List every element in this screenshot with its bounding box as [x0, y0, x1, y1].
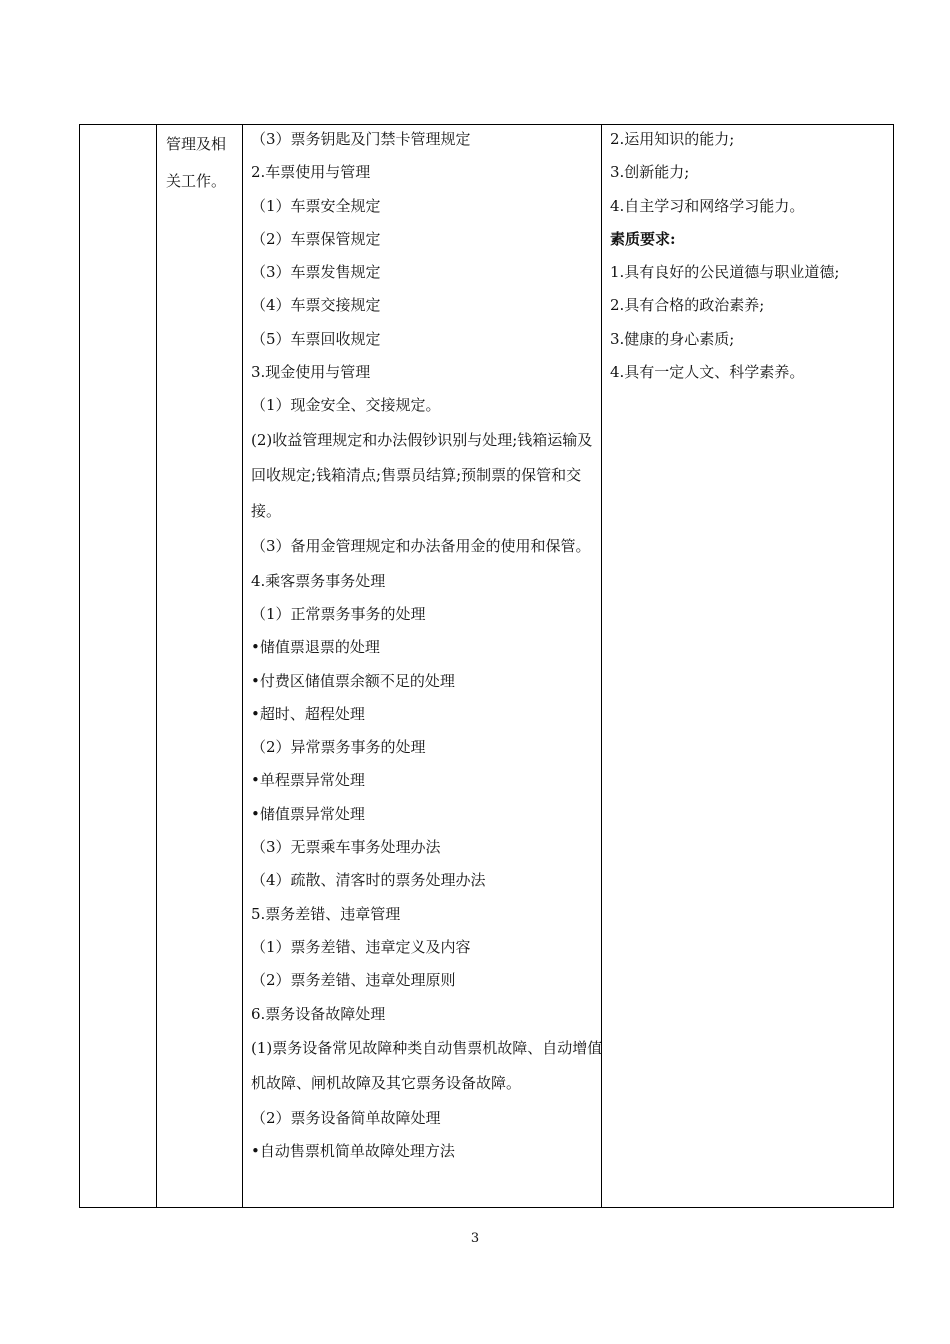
content-line: （2）异常票务事务的处理	[251, 738, 426, 757]
content-line: 1.具有良好的公民道德与职业道德;	[610, 263, 840, 282]
content-line: （3）票务钥匙及门禁卡管理规定	[251, 130, 471, 148]
content-line: （4）车票交接规定	[251, 296, 381, 315]
content-line: （5）车票回收规定	[251, 329, 381, 348]
content-line: 2.运用知识的能力;	[610, 130, 735, 148]
content-line: 素质要求:	[610, 229, 676, 248]
content-line: •储值票退票的处理	[251, 638, 380, 657]
table-cell-module	[166, 126, 242, 200]
content-line: (2)收益管理规定和办法假钞识别与处理;钱箱运输及回收规定;钱箱清点;售票员结算;预制票的保管和交接。	[251, 430, 593, 520]
content-line: 3.创新能力;	[610, 163, 690, 182]
content-line: 4.具有一定人文、科学素养。	[610, 363, 805, 382]
content-line: 5.票务差错、违章管理	[251, 904, 401, 923]
content-line: （1）票务差错、违章定义及内容	[251, 937, 471, 956]
content-line: （3）无票乘车事务处理办法	[251, 838, 441, 857]
content-line: 4.自主学习和网络学习能力。	[610, 196, 805, 215]
table-cell-content	[251, 123, 607, 1168]
content-line: 2.具有合格的政治素养;	[610, 296, 765, 315]
content-line: （1）现金安全、交接规定。	[251, 396, 441, 415]
page-number: 3	[470, 1231, 480, 1246]
content-line: (1)票务设备常见故障种类自动售票机故障、自动增值机故障、闸机故障及其它票务设备故障。	[251, 1038, 603, 1093]
content-line: （3）车票发售规定	[251, 263, 381, 282]
column-divider	[156, 125, 157, 1207]
content-line: （2）票务设备简单故障处理	[251, 1108, 441, 1127]
content-line: 4.乘客票务事务处理	[251, 571, 386, 590]
module-name-line: 关工作。	[166, 172, 227, 190]
content-line: •储值票异常处理	[251, 804, 365, 823]
content-line: （1）车票安全规定	[251, 196, 381, 215]
module-name-line: 管理及相	[166, 135, 227, 153]
content-line: （2）票务差错、违章处理原则	[251, 971, 456, 990]
content-line: 3.现金使用与管理	[251, 363, 371, 382]
content-line: •超时、超程处理	[251, 704, 365, 723]
content-line: •付费区储值票余额不足的处理	[251, 671, 455, 690]
content-line: （1）正常票务事务的处理	[251, 604, 426, 623]
content-line: （3）备用金管理规定和办法备用金的使用和保管。	[251, 537, 591, 556]
content-line: •单程票异常处理	[251, 771, 365, 790]
content-line: 6.票务设备故障处理	[251, 1004, 386, 1023]
column-divider	[242, 125, 243, 1207]
syllabus-table	[79, 124, 894, 1208]
content-line: 2.车票使用与管理	[251, 163, 371, 182]
content-line: （2）车票保管规定	[251, 229, 381, 248]
table-cell-requirements	[610, 123, 892, 389]
content-line: •自动售票机简单故障处理方法	[251, 1142, 455, 1161]
content-line: （4）疏散、清客时的票务处理办法	[251, 871, 486, 890]
content-line: 3.健康的身心素质;	[610, 329, 735, 348]
